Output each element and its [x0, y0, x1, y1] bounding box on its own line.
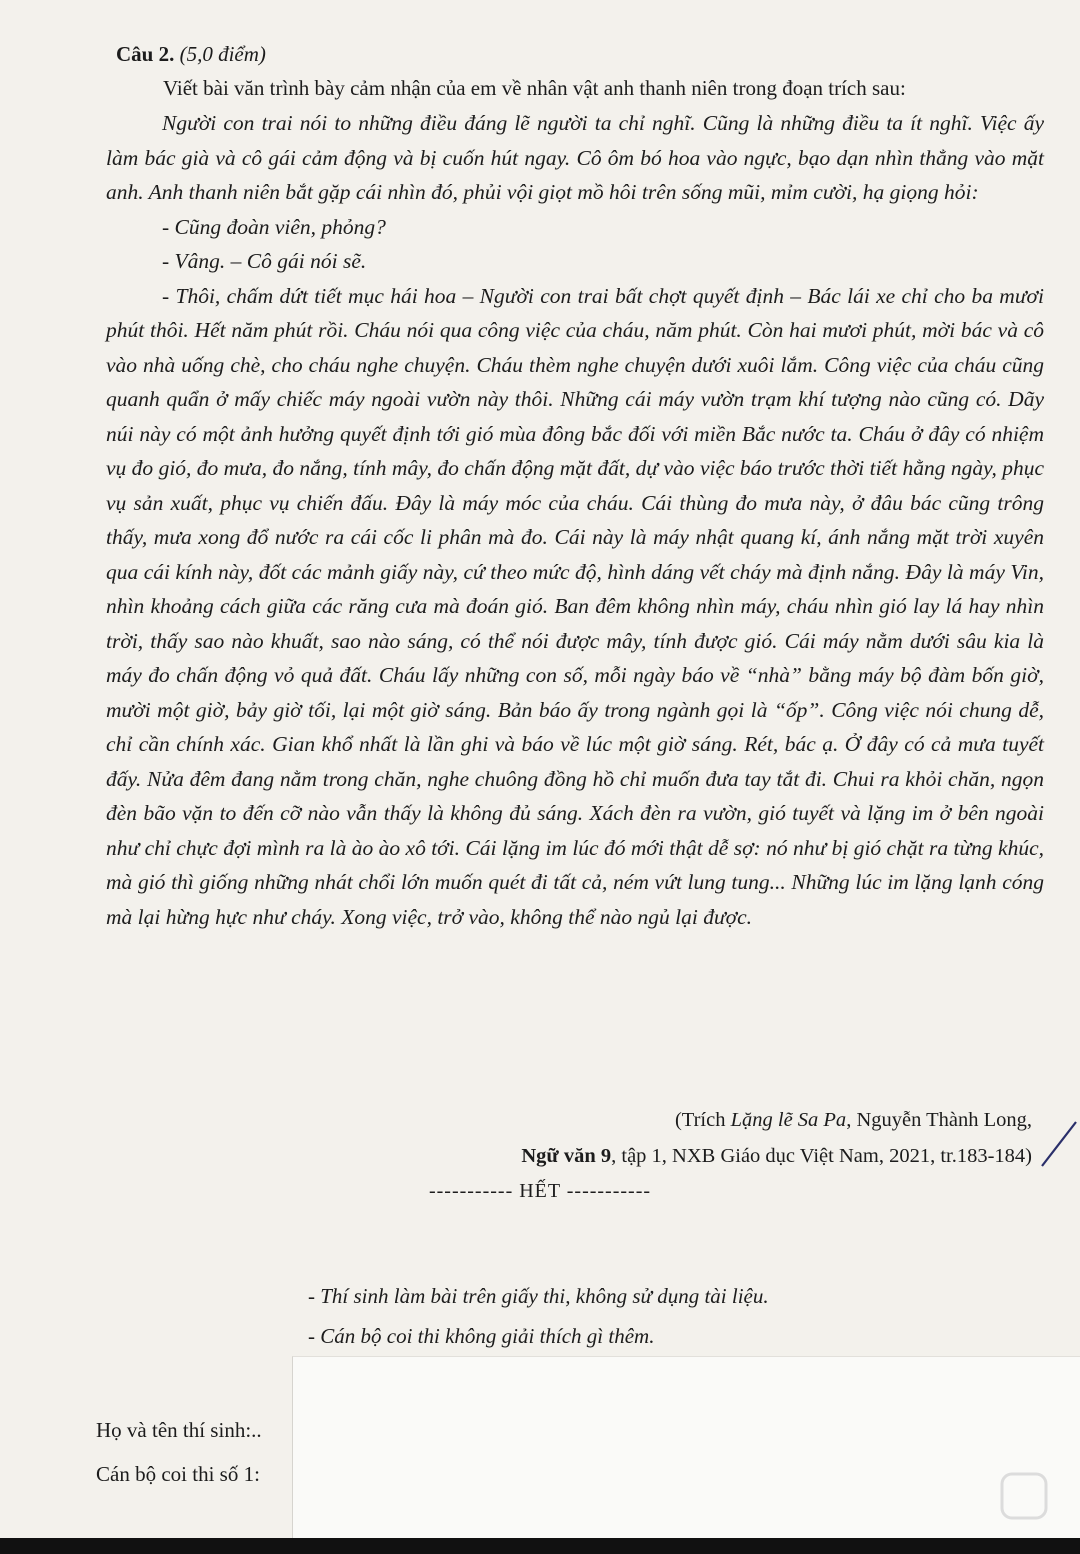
citation: [332, 1102, 1032, 1174]
note-item: - Thí sinh làm bài trên giấy thi, không sử dụng tài liệu.: [308, 1284, 769, 1308]
info-form-box: [292, 1356, 1080, 1547]
proctor-label: Cán bộ coi thi số 1:: [96, 1462, 260, 1486]
citation-line-1: [332, 1102, 1032, 1138]
exam-notes: [308, 1276, 769, 1356]
bottom-edge: [0, 1538, 1080, 1554]
question-heading: [116, 42, 266, 67]
excerpt-paragraph: - Vâng. – Cô gái nói sẽ.: [162, 249, 367, 273]
citation-author: , Nguyễn Thành Long,: [846, 1109, 1032, 1131]
pen-stroke-mark: [1038, 1118, 1078, 1168]
excerpt-text: [106, 106, 1044, 934]
excerpt-paragraph: Người con trai nói to những điều đáng lẽ người ta chỉ nghĩ. Cũng là những điều ta ít nghĩ. Việc ấy làm bác già và cô gái cảm động và bị cuốn hút ngay. Cô ôm bó hoa vào ngực, bạo dạn nhìn thẳng vào mặt anh. Anh thanh niên bắt gặp cái nhìn đó, phủi vội giọt mồ hôi trên sống mũi, mỉm cười, hạ giọng hỏi:: [106, 111, 1044, 204]
question-prompt: Viết bài văn trình bày cảm nhận của em về nhân vật anh thanh niên trong đoạn trích sau:: [163, 76, 906, 100]
candidate-name-label: Họ và tên thí sinh:..: [96, 1418, 262, 1442]
excerpt-paragraph: - Cũng đoàn viên, phỏng?: [162, 214, 386, 239]
citation-prefix: (Trích: [674, 1109, 731, 1131]
citation-book: Ngữ văn 9: [521, 1145, 612, 1167]
citation-line-2: [332, 1138, 1032, 1174]
rounded-square-icon: [998, 1470, 1050, 1522]
excerpt-paragraph: - Thôi, chấm dứt tiết mục hái hoa – Người con trai bất chợt quyết định – Bác lái xe chỉ cho ba mươi phút thôi. Hết năm phút rồi. Cháu nói qua công việc của cháu, năm phút. Còn hai mươi phút, mời bác và cô vào nhà uống chè, cho cháu nghe chuyện. Cháu thèm nghe chuyện dưới xuôi lắm. Công việc của cháu cũng quanh quẩn ở mấy chiếc máy ngoài vườn này thôi. Những cái máy vườn trạm khí tượng nào cũng có. Dãy núi này có một ảnh hưởng quyết định tới gió mùa đông bắc đối với miền Bắc nước ta. Cháu ở đây có nhiệm vụ đo gió, đo mưa, đo nắng, tính mây, đo chấn động mặt đất, dự vào việc báo trước thời tiết hằng ngày, phục vụ sản xuất, phục vụ chiến đấu. Đây là máy móc của cháu. Cái thùng đo mưa này, ở đâu bác cũng trông thấy, mưa xong đổ nước ra cái cốc li phân mà đo. Cái này là máy nhật quang kí, ánh nắng mặt trời xuyên qua cái kính này, đốt các mảnh giấy này, cứ theo mức độ, hình dáng vết cháy mà định nắng. Đây là máy Vin, nhìn khoảng cách giữa các răng cưa mà đoán gió. Ban đêm không nhìn máy, cháu nhìn gió lay lá hay nhìn trời, thấy sao nào khuất, sao nào sáng, có thể nói được mây, tính được gió. Cái máy nằm dưới sâu kia là máy đo chấn động vỏ quả đất. Cháu lấy những con số, mỗi ngày báo về “nhà” bằng máy bộ đàm bốn giờ, mười một giờ, bảy giờ tối, lại một giờ sáng. Bản báo ấy trong ngành gọi là “ốp”. Công việc nói chung dễ, chỉ cần chính xác. Gian khổ nhất là lần ghi và báo về lúc một giờ sáng. Rét, bác ạ. Ở đây có cả mưa tuyết đấy. Nửa đêm đang nằm trong chăn, nghe chuông đồng hồ chỉ muốn đưa tay tắt đi. Chui ra khỏi chăn, ngọn đèn bão vặn to đến cỡ nào vẫn thấy là không đủ sáng. Xách đèn ra vườn, gió tuyết và lặng im ở bên ngoài như chỉ chực đợi mình ra là ào ào xô tới. Cái lặng im lúc đó mới thật dễ sợ: nó như bị gió chặt ra từng khúc, mà gió thì giống những nhát chổi lớn muốn quét đi tất cả, ném vứt lung tung... Những lúc im lặng lạnh cóng mà lại hừng hực như cháy. Xong việc, trở vào, không thể nào ngủ lại được.: [106, 283, 1044, 929]
note-item: - Cán bộ coi thi không giải thích gì thêm.: [308, 1324, 655, 1348]
citation-work: Lặng lẽ Sa Pa: [730, 1109, 847, 1131]
question-number: Câu 2.: [116, 42, 175, 66]
question-points: (5,0 điểm): [179, 42, 266, 66]
citation-rest: , tập 1, NXB Giáo dục Việt Nam, 2021, tr.183-184): [611, 1145, 1032, 1167]
end-marker: ----------- HẾT -----------: [428, 1180, 652, 1202]
